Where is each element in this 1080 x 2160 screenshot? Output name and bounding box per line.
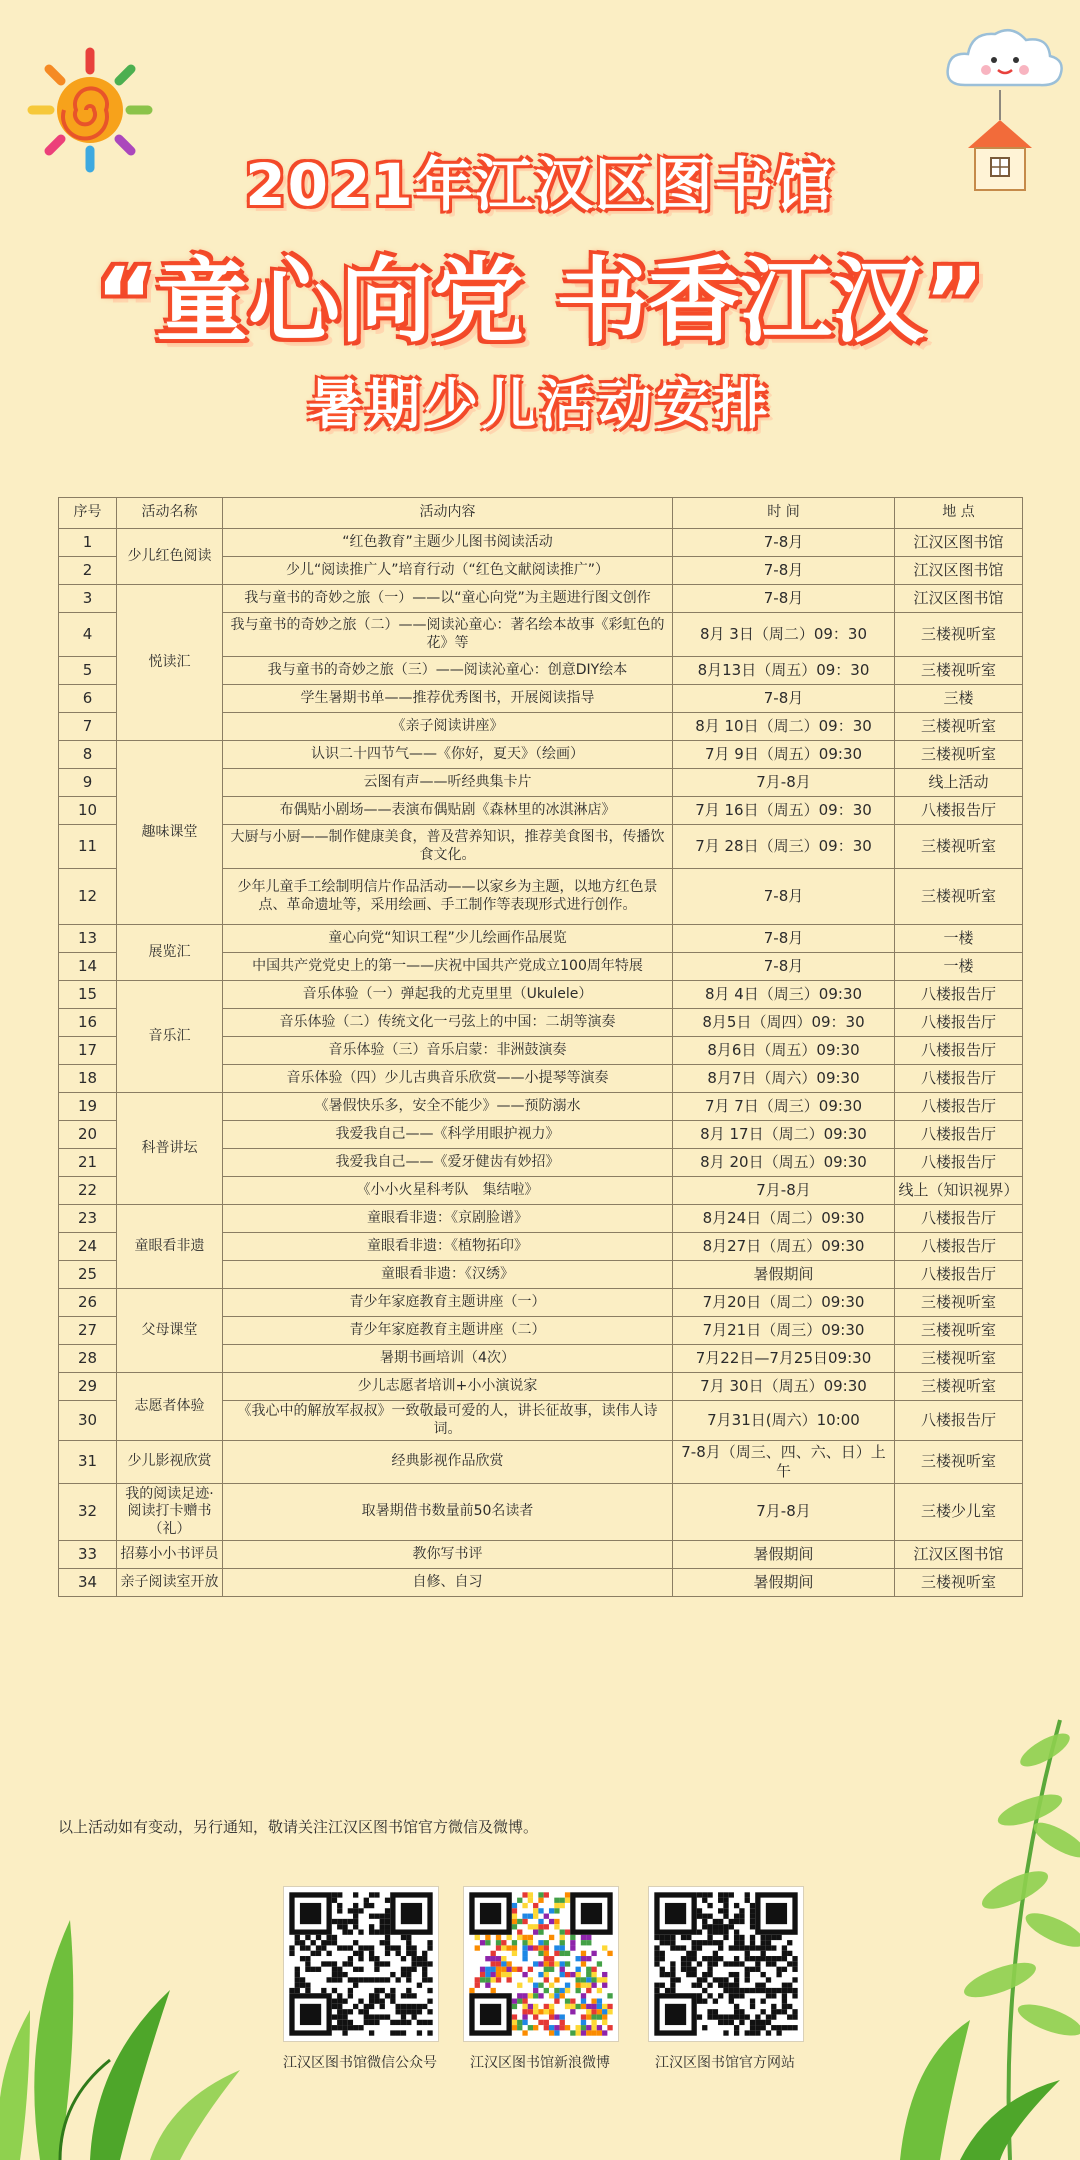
cell-content: 童眼看非遗：《京剧脸谱》 [223, 1205, 673, 1233]
cell-place: 三楼 [895, 685, 1023, 713]
cell-activity-name: 童眼看非遗 [117, 1205, 223, 1289]
table-row [59, 1289, 1023, 1317]
cell-place: 八楼报告厅 [895, 1037, 1023, 1065]
cell-place: 八楼报告厅 [895, 1205, 1023, 1233]
cell-time: 暑假期间 [673, 1541, 895, 1569]
cell-no: 25 [59, 1261, 117, 1289]
cell-place: 三楼视听室 [895, 825, 1023, 869]
cell-time: 8月 10日（周二）09：30 [673, 713, 895, 741]
cell-content: 布偶贴小剧场——表演布偶贴剧《森林里的冰淇淋店》 [223, 797, 673, 825]
cell-no: 34 [59, 1569, 117, 1597]
table-row [59, 1205, 1023, 1233]
cell-time: 暑假期间 [673, 1569, 895, 1597]
table-row [59, 1441, 1023, 1484]
cell-content: 我与童书的奇妙之旅（一）——以“童心向党”为主题进行图文创作 [223, 585, 673, 613]
cell-place: 八楼报告厅 [895, 1065, 1023, 1093]
header-time: 时 间 [673, 498, 895, 529]
cell-time: 7月 7日（周三）09:30 [673, 1093, 895, 1121]
schedule-body [59, 529, 1023, 1597]
qr-code-icon [463, 1886, 619, 2042]
cell-place: 八楼报告厅 [895, 797, 1023, 825]
cell-place: 一楼 [895, 953, 1023, 981]
cell-activity-name: 科普讲坛 [117, 1093, 223, 1205]
cell-place: 三楼少儿室 [895, 1483, 1023, 1541]
cell-time: 8月6日（周五）09:30 [673, 1037, 895, 1065]
cell-no: 23 [59, 1205, 117, 1233]
cell-no: 12 [59, 869, 117, 925]
table-header-row [59, 498, 1023, 529]
cell-time: 7月22日—7月25日09:30 [673, 1345, 895, 1373]
header-no: 序号 [59, 498, 117, 529]
cell-no: 1 [59, 529, 117, 557]
cell-place: 八楼报告厅 [895, 981, 1023, 1009]
cell-time: 7月21日（周三）09:30 [673, 1317, 895, 1345]
cell-place: 八楼报告厅 [895, 1261, 1023, 1289]
cell-activity-name: 趣味课堂 [117, 741, 223, 925]
cell-time: 7月-8月 [673, 1483, 895, 1541]
header-place: 地 点 [895, 498, 1023, 529]
cell-time: 7月 30日（周五）09:30 [673, 1373, 895, 1401]
table-row [59, 1569, 1023, 1597]
cell-content: 认识二十四节气——《你好，夏天》（绘画） [223, 741, 673, 769]
cell-place: 三楼视听室 [895, 1345, 1023, 1373]
cell-place: 江汉区图书馆 [895, 557, 1023, 585]
cell-time: 8月24日（周二）09:30 [673, 1205, 895, 1233]
cell-activity-name: 亲子阅读室开放 [117, 1569, 223, 1597]
title-sub: 暑期少儿活动安排 [308, 373, 772, 436]
cell-no: 22 [59, 1177, 117, 1205]
cell-no: 24 [59, 1233, 117, 1261]
cell-place: 三楼视听室 [895, 713, 1023, 741]
cell-activity-name: 悦读汇 [117, 585, 223, 741]
qr-code-icon [648, 1886, 804, 2042]
cell-no: 15 [59, 981, 117, 1009]
cell-no: 28 [59, 1345, 117, 1373]
table-row [59, 1373, 1023, 1401]
schedule-table [58, 497, 1023, 1597]
table-row [59, 529, 1023, 557]
cell-time: 7-8月 [673, 953, 895, 981]
cell-time: 暑假期间 [673, 1261, 895, 1289]
cell-place: 一楼 [895, 925, 1023, 953]
cell-time: 7-8月 [673, 685, 895, 713]
cell-no: 5 [59, 657, 117, 685]
cell-content: 童眼看非遗：《汉绣》 [223, 1261, 673, 1289]
cell-no: 11 [59, 825, 117, 869]
cell-time: 7-8月（周三、四、六、日）上午 [673, 1441, 895, 1484]
cell-time: 8月7日（周六）09:30 [673, 1065, 895, 1093]
table-row [59, 1483, 1023, 1541]
cell-time: 7月 9日（周五）09:30 [673, 741, 895, 769]
cell-content: 我与童书的奇妙之旅（三）——阅读沁童心：创意DIY绘本 [223, 657, 673, 685]
title-main: “童心向党 书香江汉” [95, 248, 985, 355]
cell-content: 暑期书画培训（4次） [223, 1345, 673, 1373]
table-row [59, 925, 1023, 953]
cell-no: 18 [59, 1065, 117, 1093]
cell-content: 我爱我自己——《爱牙健齿有妙招》 [223, 1149, 673, 1177]
cell-place: 八楼报告厅 [895, 1149, 1023, 1177]
cell-content: 大厨与小厨——制作健康美食，普及营养知识，推荐美食图书，传播饮食文化。 [223, 825, 673, 869]
cell-activity-name: 少儿红色阅读 [117, 529, 223, 585]
cell-time: 7月 28日（周三）09：30 [673, 825, 895, 869]
cell-content: 少年儿童手工绘制明信片作品活动——以家乡为主题，以地方红色景点、革命遗址等，采用绘画、手工制作等表现形式进行创作。 [223, 869, 673, 925]
cell-content: 《小小火星科考队 集结啦》 [223, 1177, 673, 1205]
cell-no: 10 [59, 797, 117, 825]
cell-place: 八楼报告厅 [895, 1401, 1023, 1441]
cell-place: 线上（知识视界） [895, 1177, 1023, 1205]
cell-place: 三楼视听室 [895, 1289, 1023, 1317]
cell-place: 三楼视听室 [895, 741, 1023, 769]
title-year: 2021年江汉区图书馆 [245, 151, 835, 219]
cell-time: 7-8月 [673, 585, 895, 613]
cell-no: 26 [59, 1289, 117, 1317]
cell-time: 8月 20日（周五）09:30 [673, 1149, 895, 1177]
cell-place: 三楼视听室 [895, 1373, 1023, 1401]
leaf-icon [0, 1830, 260, 2160]
cloud-icon [940, 20, 1070, 100]
cell-activity-name: 展览汇 [117, 925, 223, 981]
cell-time: 7-8月 [673, 869, 895, 925]
cell-no: 21 [59, 1149, 117, 1177]
cell-content: 学生暑期书单——推荐优秀图书，开展阅读指导 [223, 685, 673, 713]
cell-content: 《我心中的解放军叔叔》一致敬最可爱的人，讲长征故事，读伟人诗词。 [223, 1401, 673, 1441]
cell-activity-name: 音乐汇 [117, 981, 223, 1093]
cell-place: 三楼视听室 [895, 613, 1023, 657]
cell-time: 7月-8月 [673, 1177, 895, 1205]
cell-place: 三楼视听室 [895, 1317, 1023, 1345]
cell-time: 8月13日（周五）09：30 [673, 657, 895, 685]
cell-content: 教你写书评 [223, 1541, 673, 1569]
cell-time: 7月20日（周二）09:30 [673, 1289, 895, 1317]
cell-place: 八楼报告厅 [895, 1009, 1023, 1037]
cell-content: 少儿“阅读推广人”培育行动（“红色文献阅读推广”） [223, 557, 673, 585]
cell-place: 八楼报告厅 [895, 1233, 1023, 1261]
cell-no: 14 [59, 953, 117, 981]
cell-content: 我与童书的奇妙之旅（二）——阅读沁童心：著名绘本故事《彩虹色的花》等 [223, 613, 673, 657]
cell-place: 江汉区图书馆 [895, 529, 1023, 557]
cell-no: 3 [59, 585, 117, 613]
cell-activity-name: 招募小小书评员 [117, 1541, 223, 1569]
qr-label-website: 江汉区图书馆官方网站 [655, 2055, 795, 2071]
cell-no: 31 [59, 1441, 117, 1484]
cell-time: 8月 3日（周二）09：30 [673, 613, 895, 657]
cell-content: 取暑期借书数量前50名读者 [223, 1483, 673, 1541]
cell-activity-name: 少儿影视欣赏 [117, 1441, 223, 1484]
qr-label-weibo: 江汉区图书馆新浪微博 [470, 2055, 610, 2071]
cell-no: 19 [59, 1093, 117, 1121]
cell-no: 2 [59, 557, 117, 585]
footer-note: 以上活动如有变动，另行通知，敬请关注江汉区图书馆官方微信及微博。 [58, 1818, 539, 1836]
qr-label-wechat: 江汉区图书馆微信公众号 [283, 2055, 437, 2071]
cell-time: 7-8月 [673, 529, 895, 557]
cell-no: 4 [59, 613, 117, 657]
table-row [59, 741, 1023, 769]
leaf-icon [860, 1640, 1080, 2160]
cell-place: 八楼报告厅 [895, 1093, 1023, 1121]
cell-content: “红色教育”主题少儿图书阅读活动 [223, 529, 673, 557]
cell-content: 经典影视作品欣赏 [223, 1441, 673, 1484]
cell-activity-name: 志愿者体验 [117, 1373, 223, 1441]
cell-place: 三楼视听室 [895, 1569, 1023, 1597]
cell-place: 八楼报告厅 [895, 1121, 1023, 1149]
cell-time: 7月 16日（周五）09：30 [673, 797, 895, 825]
cell-content: 《暑假快乐多，安全不能少》——预防溺水 [223, 1093, 673, 1121]
cell-content: 童眼看非遗：《植物拓印》 [223, 1233, 673, 1261]
cell-time: 8月 4日（周三）09:30 [673, 981, 895, 1009]
cell-time: 8月 17日（周二）09:30 [673, 1121, 895, 1149]
cell-no: 9 [59, 769, 117, 797]
table-row [59, 981, 1023, 1009]
cell-time: 7月-8月 [673, 769, 895, 797]
cell-content: 音乐体验（二）传统文化一弓弦上的中国：二胡等演奏 [223, 1009, 673, 1037]
cell-content: 《亲子阅读讲座》 [223, 713, 673, 741]
qr-code-icon [283, 1886, 439, 2042]
cell-no: 8 [59, 741, 117, 769]
cell-activity-name: 我的阅读足迹·阅读打卡赠书（礼） [117, 1483, 223, 1541]
cell-content: 少儿志愿者培训+小小演说家 [223, 1373, 673, 1401]
cell-content: 音乐体验（一）弹起我的尤克里里（Ukulele） [223, 981, 673, 1009]
cell-no: 30 [59, 1401, 117, 1441]
cell-no: 27 [59, 1317, 117, 1345]
cell-place: 江汉区图书馆 [895, 585, 1023, 613]
cell-no: 17 [59, 1037, 117, 1065]
cell-place: 三楼视听室 [895, 869, 1023, 925]
cell-time: 7-8月 [673, 925, 895, 953]
cell-content: 云图有声——听经典集卡片 [223, 769, 673, 797]
cell-no: 6 [59, 685, 117, 713]
cell-time: 8月5日（周四）09：30 [673, 1009, 895, 1037]
header-content: 活动内容 [223, 498, 673, 529]
cell-time: 8月27日（周五）09:30 [673, 1233, 895, 1261]
table-row [59, 1093, 1023, 1121]
cell-place: 三楼视听室 [895, 657, 1023, 685]
cell-place: 三楼视听室 [895, 1441, 1023, 1484]
cell-content: 自修、自习 [223, 1569, 673, 1597]
cell-no: 29 [59, 1373, 117, 1401]
cell-no: 13 [59, 925, 117, 953]
cell-content: 中国共产党党史上的第一——庆祝中国共产党成立100周年特展 [223, 953, 673, 981]
cell-no: 7 [59, 713, 117, 741]
table-row [59, 585, 1023, 613]
cell-place: 江汉区图书馆 [895, 1541, 1023, 1569]
cell-place: 线上活动 [895, 769, 1023, 797]
cell-content: 青少年家庭教育主题讲座（二） [223, 1317, 673, 1345]
cell-no: 16 [59, 1009, 117, 1037]
cell-time: 7-8月 [673, 557, 895, 585]
cell-activity-name: 父母课堂 [117, 1289, 223, 1373]
cell-content: 音乐体验（四）少儿古典音乐欣赏——小提琴等演奏 [223, 1065, 673, 1093]
cell-content: 青少年家庭教育主题讲座（一） [223, 1289, 673, 1317]
cell-content: 音乐体验（三）音乐启蒙：非洲鼓演奏 [223, 1037, 673, 1065]
cell-no: 20 [59, 1121, 117, 1149]
cell-time: 7月31日(周六）10:00 [673, 1401, 895, 1441]
cell-content: 我爱我自己——《科学用眼护视力》 [223, 1121, 673, 1149]
table-row [59, 1541, 1023, 1569]
header-activity-name: 活动名称 [117, 498, 223, 529]
cell-no: 33 [59, 1541, 117, 1569]
cell-content: 童心向党“知识工程”少儿绘画作品展览 [223, 925, 673, 953]
cell-no: 32 [59, 1483, 117, 1541]
